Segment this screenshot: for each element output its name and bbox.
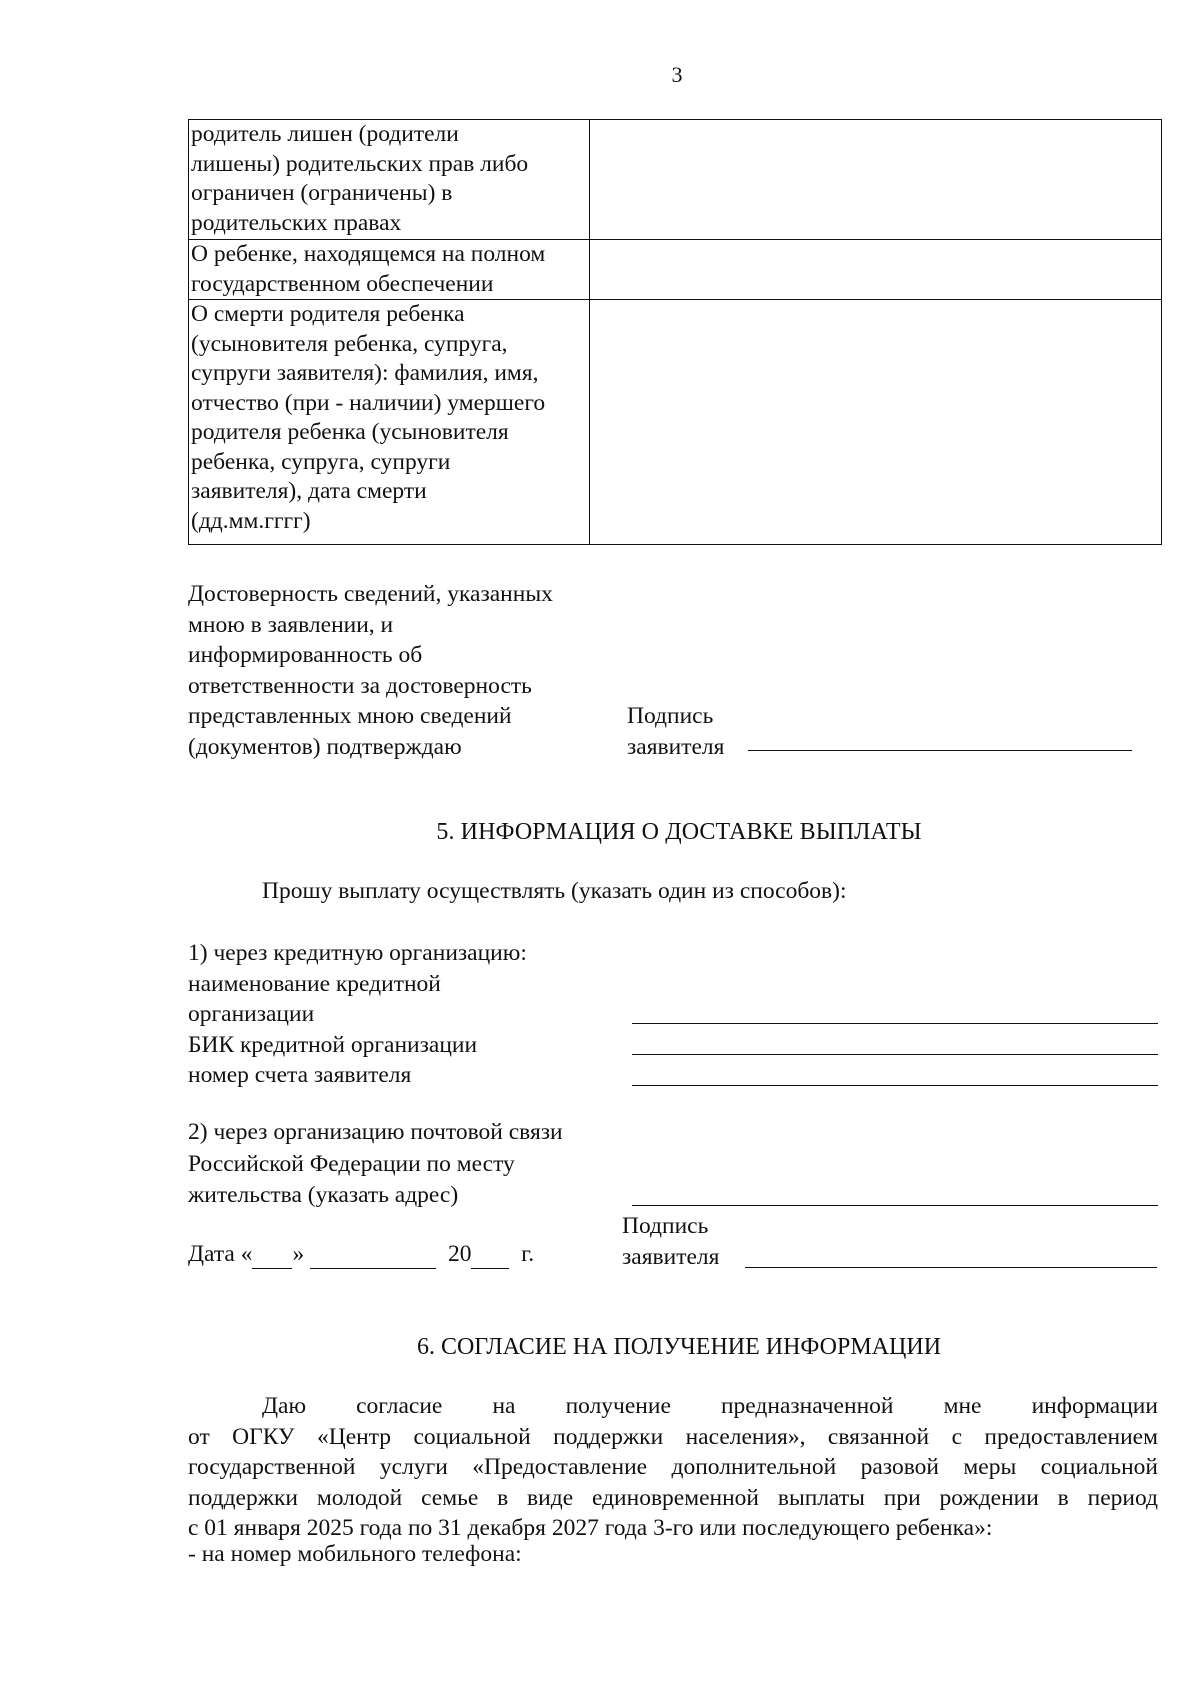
date-field (188, 1241, 534, 1269)
text-line: номер счета заявителя (188, 1062, 412, 1088)
text-line: заявителя (622, 1244, 720, 1270)
phone-label: - на номер мобильного телефона: (188, 1541, 522, 1567)
text-line: жительства (указать адрес) (188, 1182, 459, 1208)
consent-text (188, 1391, 1158, 1544)
cell-text-line: ограничен (ограничены) в (191, 180, 453, 206)
text-line: Российской Федерации по месту (188, 1150, 515, 1177)
text-line: заявителя (627, 733, 725, 760)
text-line: от ОГКУ «Центр социальной поддержки населения», связанной с предоставлением (188, 1423, 1158, 1450)
text-line: представленных мною сведений (188, 703, 512, 729)
text-line: с 01 января 2025 года по 31 декабря 2027 года 3-го или последующего ребенка»: (188, 1515, 993, 1542)
signature-label (627, 701, 724, 762)
date-month-field[interactable] (310, 1241, 436, 1269)
signature-label (622, 1211, 719, 1273)
word: Даю (262, 1393, 307, 1419)
cell-text-line: отчество (при - наличии) умершего (191, 389, 546, 416)
table-cell-value[interactable] (589, 120, 1161, 240)
section-heading: 5. ИНФОРМАЦИЯ О ДОСТАВКЕ ВЫПЛАТЫ (436, 819, 922, 845)
bik-field[interactable] (632, 1054, 1158, 1055)
account-number-field[interactable] (632, 1085, 1158, 1086)
text-line: ответственности за достоверность (188, 672, 532, 699)
date-quote: » (292, 1241, 305, 1267)
text-line: государственной услуги «Предоставление дополнительной разовой меры социальной (188, 1454, 1158, 1481)
date-year-field[interactable] (471, 1241, 509, 1269)
cell-text-line: родителя ребенка (усыновителя (191, 419, 509, 445)
text-line (188, 1391, 1158, 1422)
table-cell-label (189, 120, 590, 240)
word: согласие (356, 1393, 443, 1419)
text-line: Подпись (622, 1213, 709, 1239)
table-cell-value[interactable] (589, 240, 1161, 300)
table-row (189, 300, 1162, 545)
word: на (492, 1393, 516, 1419)
date-year-prefix: 20 (447, 1241, 472, 1267)
date-label: Дата « (188, 1241, 253, 1267)
text-line: мною в заявлении, и (188, 611, 394, 638)
table-cell-value[interactable] (589, 300, 1161, 545)
cell-text-line: (усыновителя ребенка, супруга, (191, 330, 508, 357)
section-heading: 6. СОГЛАСИЕ НА ПОЛУЧЕНИЕ ИНФОРМАЦИИ (416, 1334, 942, 1360)
credit-org-name-field[interactable] (632, 1023, 1158, 1024)
word: информации (1031, 1393, 1158, 1419)
text-line: организации (188, 1001, 315, 1027)
address-field[interactable] (632, 1205, 1158, 1206)
cell-text-line: заявителя), дата смерти (191, 478, 427, 504)
table-row (189, 240, 1162, 300)
option-credit-org (188, 938, 527, 1091)
cell-text-line: лишены) родительских прав либо (191, 150, 529, 177)
text-line: 2) через организацию почтовой связи (188, 1119, 563, 1145)
cell-text-line: супруги заявителя): фамилия, имя, (191, 360, 539, 386)
text-line: Достоверность сведений, указанных (188, 581, 553, 607)
cell-text-line: родительских правах (191, 209, 402, 236)
table-row (189, 120, 1162, 240)
signature-field[interactable] (745, 1267, 1157, 1268)
date-year-suffix: г. (521, 1241, 535, 1267)
signature-field[interactable] (748, 750, 1132, 751)
cell-text-line: (дд.мм.гггг) (191, 507, 311, 534)
text-line: наименование кредитной (188, 970, 441, 997)
word: получение (565, 1393, 671, 1419)
cell-text-line: родитель лишен (родители (191, 121, 459, 147)
cell-text-line: ребенка, супруга, супруги (191, 448, 451, 475)
text-line: поддержки молодой семье в виде единовременной выплаты при рождении в период (188, 1484, 1158, 1511)
request-text: Прошу выплату осуществлять (указать один из способов): (262, 878, 847, 904)
page-number: 3 (671, 62, 683, 87)
option-post (188, 1117, 563, 1212)
text-line: 1) через кредитную организацию: (188, 940, 527, 966)
table-cell-label (189, 240, 590, 300)
cell-text-line: государственном обеспечении (191, 270, 494, 297)
cell-text-line: О ребенке, находящемся на полном (191, 241, 546, 267)
word: предназначенной (720, 1393, 894, 1419)
confirmation-text (188, 579, 553, 762)
cell-text-line: О смерти родителя ребенка (191, 301, 465, 327)
word: мне (943, 1393, 982, 1419)
text-line: Подпись (627, 703, 714, 729)
text-line: информированность об (188, 642, 423, 668)
info-table (188, 119, 1162, 545)
date-day-field[interactable] (252, 1241, 292, 1269)
text-line: (документов) подтверждаю (188, 733, 462, 760)
table-cell-label (189, 300, 590, 545)
text-line: БИК кредитной организации (188, 1031, 478, 1058)
